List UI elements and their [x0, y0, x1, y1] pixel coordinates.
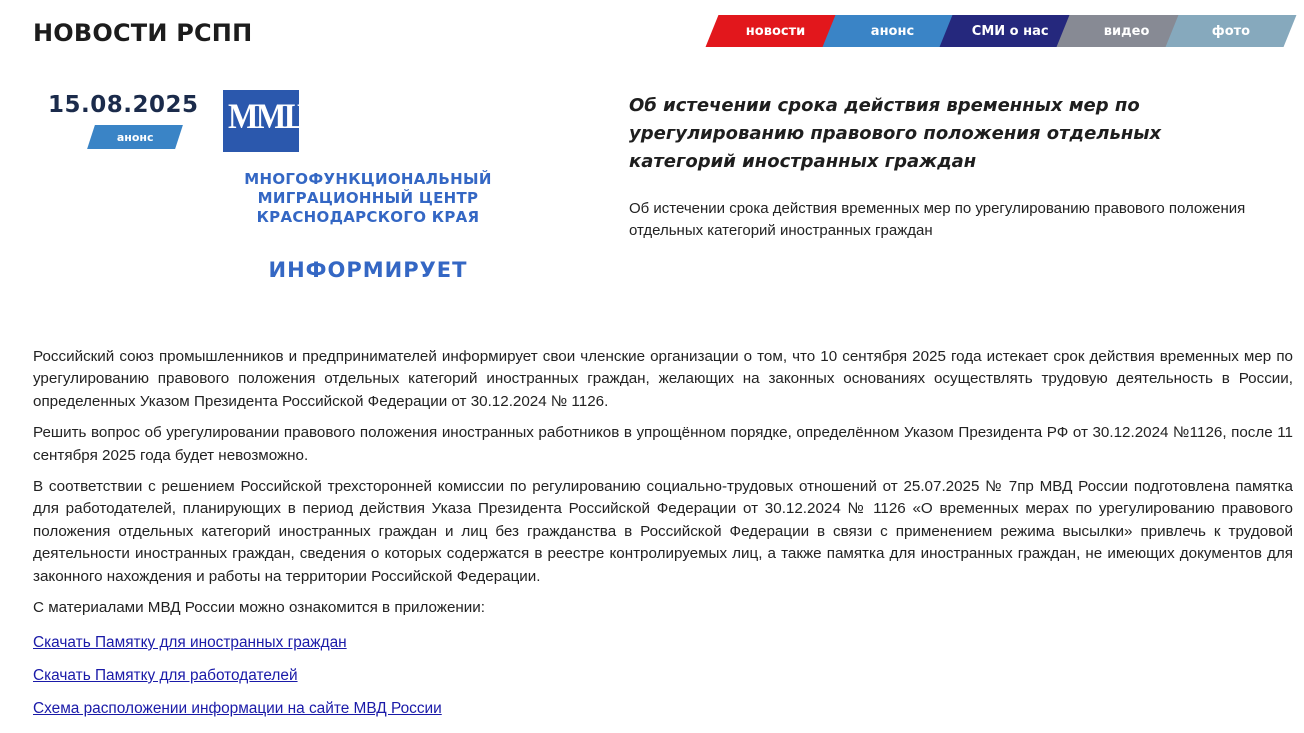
- paragraph: С материалами МВД России можно ознакомится в приложении:: [33, 599, 485, 617]
- article-date: 15.08.2025: [48, 92, 199, 118]
- article-image: [220, 86, 520, 292]
- logo-line-1: МНОГОФУНКЦИОНАЛЬНЫЙ: [244, 170, 492, 188]
- tab-photo[interactable]: фото: [1166, 15, 1297, 47]
- paragraph: Решить вопрос об урегулировании правового положения иностранных работников в упрощённом порядке, определённом Указом Президента РФ от 30.12.2024 №1126, после 11 сентября 2025 года будет невозможно.: [33, 424, 1293, 464]
- download-memo-foreigners-link[interactable]: Скачать Памятку для иностранных граждан: [33, 634, 347, 651]
- logo-line-3: КРАСНОДАРСКОГО КРАЯ: [256, 208, 480, 226]
- section-tabs: [708, 15, 1294, 47]
- paragraph: Российский союз промышленников и предпринимателей информирует свои членские организации о том, что 10 сентября 2025 года истекает срок действия временных мер по урегулированию правового положения отдельных категорий иностранных граждан, желающих на законных основаниях осуществлять трудовую деятельность в России, определенных Указом Президента Российской Федерации от 30.12.2024 № 1126.: [33, 348, 1293, 410]
- page-title: НОВОСТИ РСПП: [33, 19, 253, 47]
- mmc-logo-icon: ММЦ: [223, 90, 299, 152]
- category-badge[interactable]: анонс: [87, 125, 183, 149]
- logo-inform: ИНФОРМИРУЕТ: [268, 258, 468, 282]
- article-lead: Об истечении срока действия временных мер по урегулированию правового положения отдельных категорий иностранных граждан: [629, 200, 1246, 239]
- mvd-site-scheme-link[interactable]: Схема расположении информации на сайте МВД России: [33, 700, 442, 717]
- article-headline: Об истечении срока действия временных мер по урегулированию правового положения отдельных категорий иностранных граждан: [629, 95, 1162, 172]
- article-body: [33, 346, 1293, 628]
- logo-line-2: МИГРАЦИОННЫЙ ЦЕНТР: [257, 189, 479, 207]
- download-memo-employers-link[interactable]: Скачать Памятку для работодателей: [33, 667, 298, 684]
- tab-media[interactable]: СМИ о нас: [940, 15, 1081, 47]
- paragraph: В соответствии с решением Российской трехсторонней комиссии по регулированию социально-трудовых отношений от 25.07.2025 № 7пр МВД России подготовлена памятка для работодателей, планирующих в период действия Указа Президента Российской Федерации от 30.12.2024 № 1126 «О временных мерах по урегулированию правового положения отдельных категорий иностранных граждан и лиц без гражданства в Российской Федерации в связи с применением режима высылки» привлечь к трудовой деятельности иностранных граждан, сведения о которых содержатся в реестре контролируемых лиц, а также памятка для иностранных граждан, не имеющих документов для законного нахождения и работы на территории Российской Федерации.: [33, 478, 1293, 585]
- tab-news[interactable]: новости: [706, 15, 847, 47]
- tab-video[interactable]: видео: [1057, 15, 1198, 47]
- attachment-links: [33, 632, 442, 731]
- tab-announce[interactable]: анонс: [823, 15, 964, 47]
